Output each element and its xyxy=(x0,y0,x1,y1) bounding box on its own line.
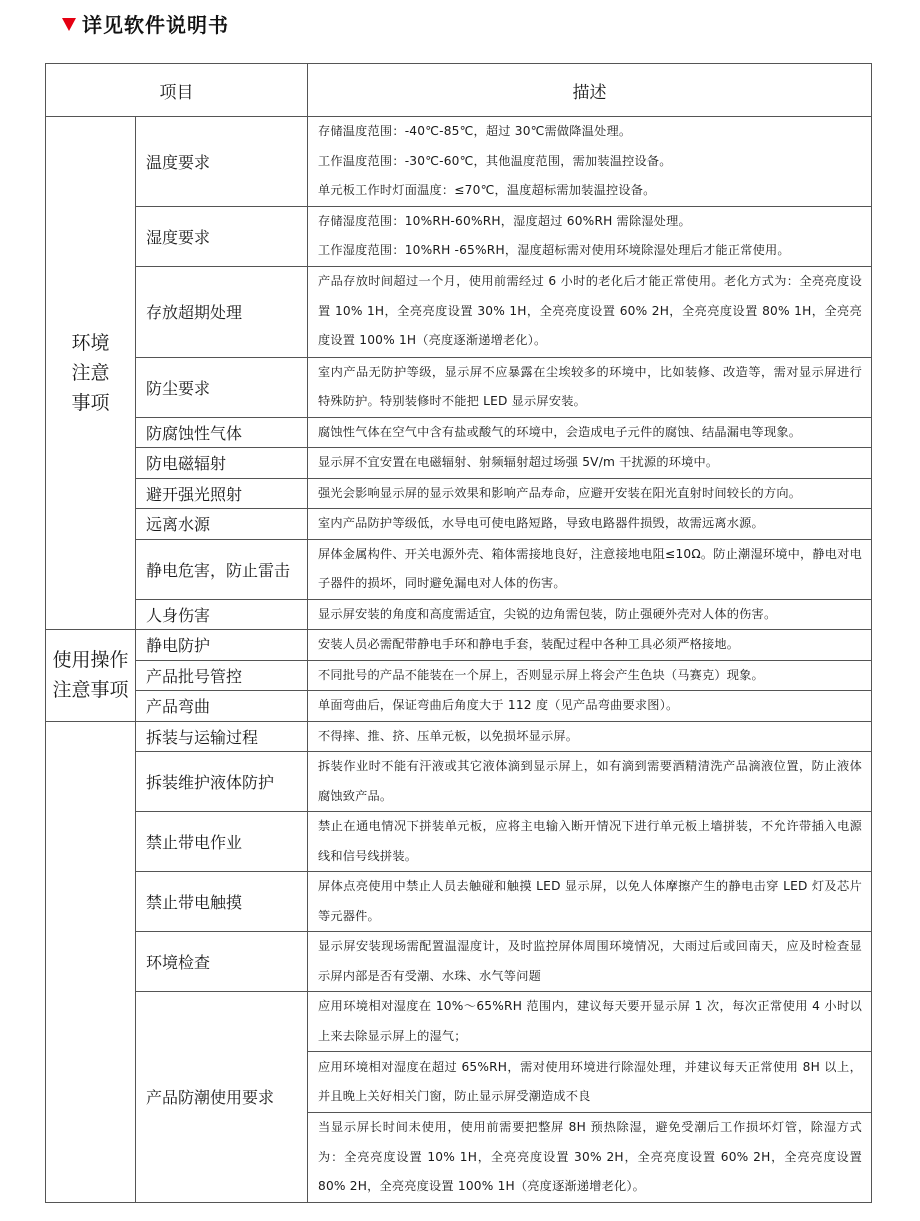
desc-subcell: 应用环境相对湿度在 10%～65%RH 范围内，建议每天要开显示屏 1 次，每次正常使用 4 小时以上来去除显示屏上的湿气； xyxy=(308,992,871,1052)
item-cell: 防电磁辐射 xyxy=(136,448,308,479)
item-cell: 产品批号管控 xyxy=(136,660,308,691)
item-cell: 禁止带电触摸 xyxy=(136,872,308,932)
table-row xyxy=(46,448,872,479)
table-row xyxy=(46,357,872,417)
desc-cell: 室内产品防护等级低，水导电可使电路短路，导致电路器件损毁，故需远离水源。 xyxy=(308,509,872,540)
desc-cell: 屏体点亮使用中禁止人员去触碰和触摸 LED 显示屏，以免人体摩擦产生的静电击穿 LED 灯及芯片等元器件。 xyxy=(308,872,872,932)
table-row xyxy=(46,509,872,540)
desc-subcell: 当显示屏长时间未使用，使用前需要把整屏 8H 预热除湿，避免受潮后工作损坏灯管，除湿方式为：全亮亮度设置 10% 1H，全亮亮度设置 30% 2H，全亮亮度设置 60% 2H，全亮亮度设置 80% 2H，全亮亮度设置 100% 1H（亮度逐渐递增老化）。 xyxy=(318,1120,862,1193)
item-cell: 产品防潮使用要求 xyxy=(136,992,308,1203)
table-row xyxy=(46,266,872,357)
desc-cell: 显示屏安装现场需配置温湿度计，及时监控屏体周围环境情况，大雨过后或回南天，应及时检查显示屏内部是否有受潮、水珠、水气等问题 xyxy=(308,932,872,992)
table-row xyxy=(46,539,872,599)
item-cell: 静电危害，防止雷击 xyxy=(136,539,308,599)
category-cell xyxy=(46,630,136,722)
item-cell: 禁止带电作业 xyxy=(136,812,308,872)
item-cell: 远离水源 xyxy=(136,509,308,540)
category-label: 使用操作注意事项 xyxy=(52,649,129,702)
table-row xyxy=(46,691,872,722)
item-cell: 拆装维护液体防护 xyxy=(136,752,308,812)
desc-cell: 单面弯曲后，保证弯曲后角度大于 112 度（见产品弯曲要求图）。 xyxy=(308,691,872,722)
category-label: 环境注意事项 xyxy=(71,332,110,414)
item-cell: 人身伤害 xyxy=(136,599,308,630)
item-cell: 拆装与运输过程 xyxy=(136,721,308,752)
table-row xyxy=(46,932,872,992)
item-cell: 环境检查 xyxy=(136,932,308,992)
table-row xyxy=(46,117,872,207)
desc-cell: 拆装作业时不能有汗液或其它液体滴到显示屏上，如有滴到需要酒精清洗产品滴液位置，防止液体腐蚀致产品。 xyxy=(308,752,872,812)
desc-cell: 安装人员必需配带静电手环和静电手套，装配过程中各种工具必须严格接地。 xyxy=(308,630,872,661)
desc-line: 单元板工作时灯面温度：≤70℃，温度超标需加装温控设备。 xyxy=(318,183,656,197)
page-header xyxy=(62,8,229,38)
item-cell: 避开强光照射 xyxy=(136,478,308,509)
desc-cell: 产品存放时间超过一个月，使用前需经过 6 小时的老化后才能正常使用。老化方式为：全亮亮度设置 10% 1H，全亮亮度设置 30% 1H，全亮亮度设置 60% 2H，全亮亮度设置 80% 1H，全亮亮度设置 100% 1H（亮度逐渐递增老化）。 xyxy=(308,266,872,357)
desc-cell: 腐蚀性气体在空气中含有盐或酸气的环境中，会造成电子元件的腐蚀、结晶漏电等现象。 xyxy=(308,417,872,448)
desc-line: 工作湿度范围：10%RH -65%RH，湿度超标需对使用环境除湿处理后才能正常使用。 xyxy=(318,243,790,257)
item-cell: 存放超期处理 xyxy=(136,266,308,357)
desc-line: 存储湿度范围：10%RH-60%RH，湿度超过 60%RH 需除湿处理。 xyxy=(318,213,691,228)
desc-cell: 不得摔、推、挤、压单元板，以免损坏显示屏。 xyxy=(308,721,872,752)
table-row xyxy=(46,752,872,812)
item-cell: 防腐蚀性气体 xyxy=(136,417,308,448)
desc-cell xyxy=(308,992,872,1203)
page-title: 详见软件说明书 xyxy=(82,12,229,37)
spec-table xyxy=(45,63,872,1203)
table-row xyxy=(46,812,872,872)
triangle-down-icon xyxy=(62,18,76,31)
desc-cell: 屏体金属构件、开关电源外壳、箱体需接地良好，注意接地电阻≤10Ω。防止潮湿环境中，静电对电子器件的损坏，同时避免漏电对人体的伤害。 xyxy=(308,539,872,599)
item-cell: 产品弯曲 xyxy=(136,691,308,722)
desc-cell: 显示屏不宜安置在电磁辐射、射频辐射超过场强 5V/m 干扰源的环境中。 xyxy=(308,448,872,479)
column-header-item: 项目 xyxy=(46,64,308,117)
table-row xyxy=(46,206,872,266)
desc-cell: 禁止在通电情况下拼装单元板，应将主电输入断开情况下进行单元板上墙拼装，不允许带插入电源线和信号线拼装。 xyxy=(308,812,872,872)
desc-cell: 室内产品无防护等级，显示屏不应暴露在尘埃较多的环境中，比如装修、改造等，需对显示屏进行特殊防护。特别装修时不能把 LED 显示屏安装。 xyxy=(308,357,872,417)
table-row xyxy=(46,992,872,1203)
table-row xyxy=(46,660,872,691)
table-row xyxy=(46,478,872,509)
desc-cell: 显示屏安装的角度和高度需适宜，尖锐的边角需包装，防止强硬外壳对人体的伤害。 xyxy=(308,599,872,630)
table-row xyxy=(46,417,872,448)
desc-cell: 不同批号的产品不能装在一个屏上，否则显示屏上将会产生色块（马赛克）现象。 xyxy=(308,660,872,691)
item-cell: 温度要求 xyxy=(136,117,308,207)
category-cell xyxy=(46,721,136,1202)
table-header-row xyxy=(46,64,872,117)
table-row xyxy=(46,872,872,932)
item-cell: 防尘要求 xyxy=(136,357,308,417)
table-row xyxy=(46,721,872,752)
desc-subcell: 应用环境相对湿度在超过 65%RH，需对使用环境进行除湿处理，并建议每天正常使用 8H 以上，并且晚上关好相关门窗，防止显示屏受潮造成不良 xyxy=(308,1052,871,1113)
desc-line: 存储温度范围：-40℃-85℃，超过 30℃需做降温处理。 xyxy=(318,124,632,138)
column-header-desc: 描述 xyxy=(308,64,872,117)
desc-line: 工作温度范围：-30℃-60℃，其他温度范围，需加装温控设备。 xyxy=(318,153,672,168)
item-cell: 静电防护 xyxy=(136,630,308,661)
table-row xyxy=(46,599,872,630)
category-cell xyxy=(46,117,136,630)
desc-cell: 强光会影响显示屏的显示效果和影响产品寿命，应避开安装在阳光直射时间较长的方向。 xyxy=(308,478,872,509)
item-cell: 湿度要求 xyxy=(136,206,308,266)
desc-cell xyxy=(308,206,872,266)
table-row xyxy=(46,630,872,661)
desc-cell xyxy=(308,117,872,207)
